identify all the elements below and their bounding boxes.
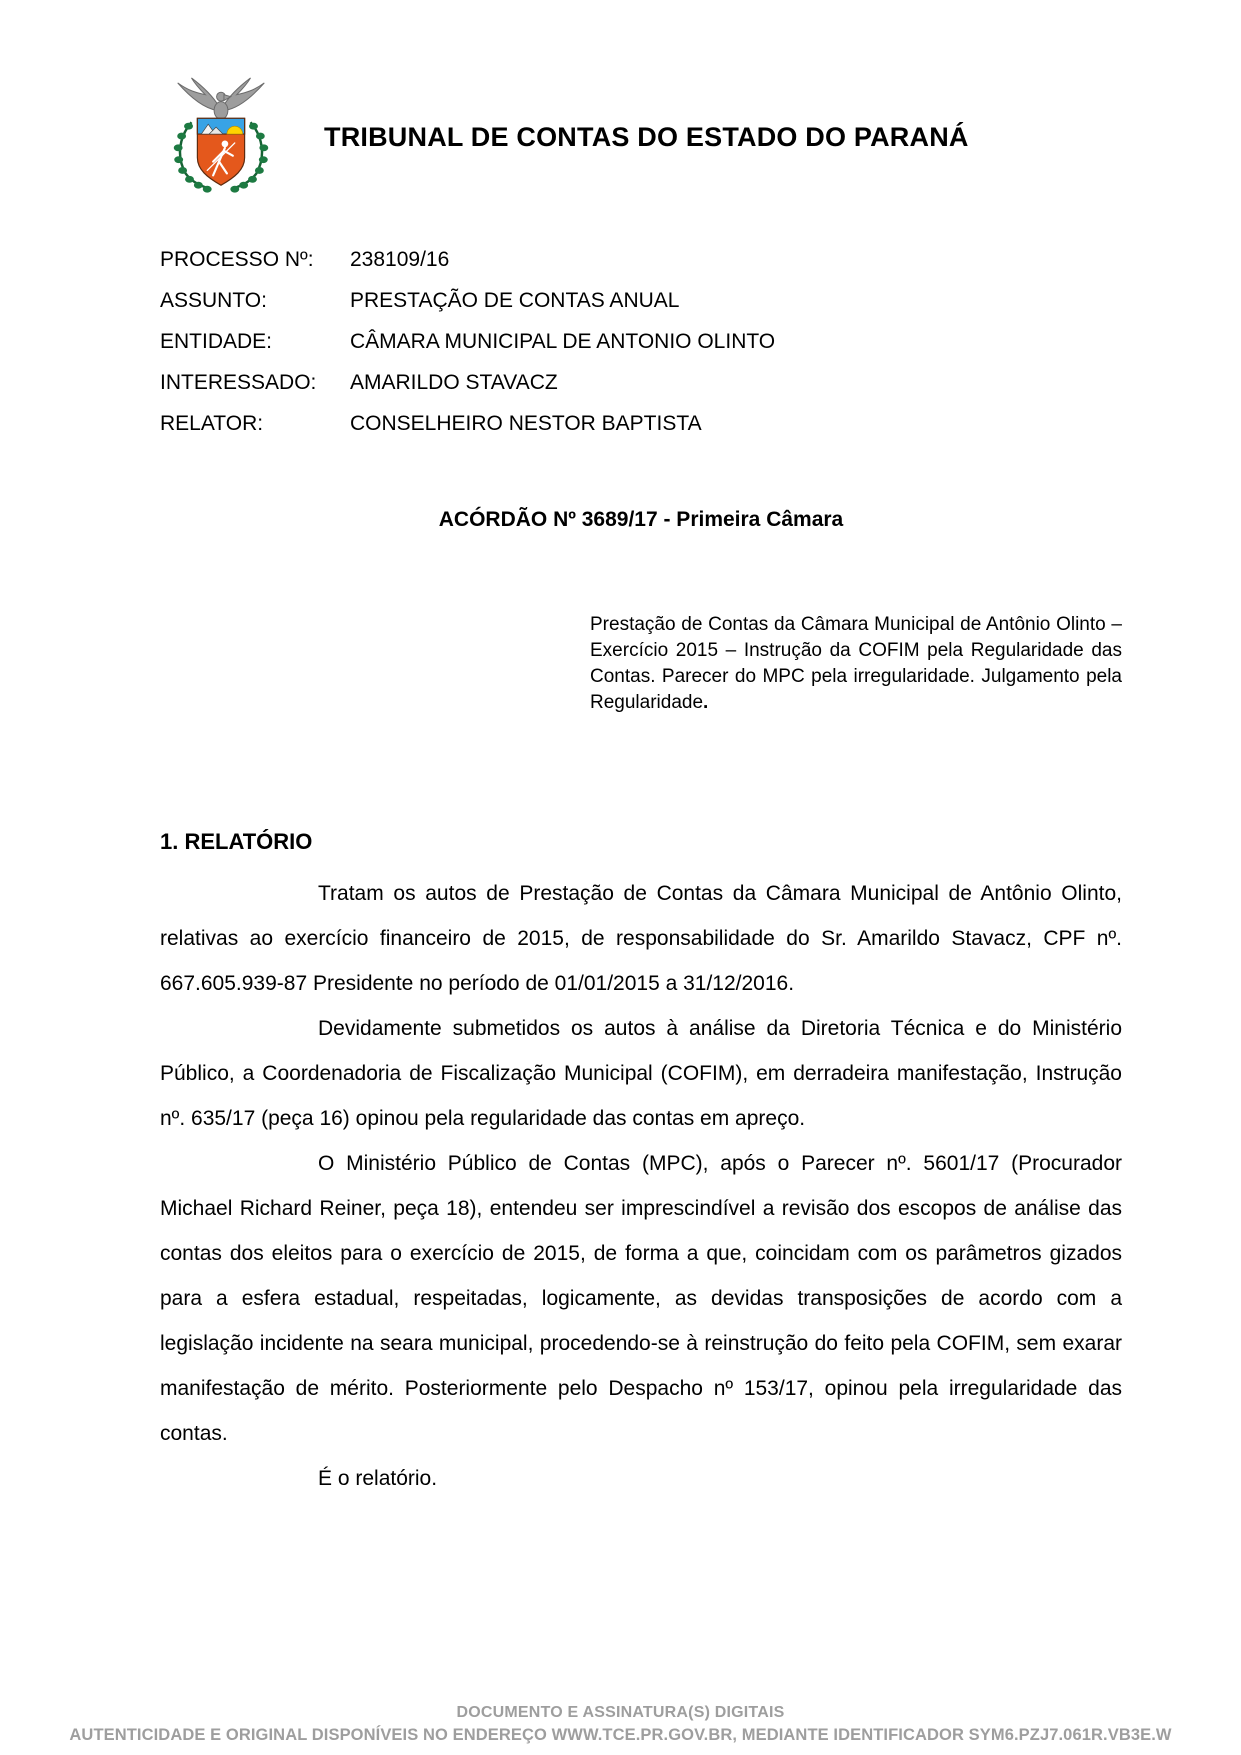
meta-label: ASSUNTO:	[160, 289, 267, 312]
document-header	[160, 75, 1122, 199]
digital-signature-footer	[0, 1701, 1241, 1747]
footer-line-1: DOCUMENTO E ASSINATURA(S) DIGITAIS	[456, 1704, 785, 1721]
ementa-final-period: .	[703, 692, 709, 713]
meta-row-assunto	[160, 280, 1122, 321]
meta-row-relator	[160, 403, 1122, 444]
meta-value: CONSELHEIRO NESTOR BAPTISTA	[350, 412, 702, 435]
meta-value: CÂMARA MUNICIPAL DE ANTONIO OLINTO	[350, 330, 776, 353]
meta-value: PRESTAÇÃO DE CONTAS ANUAL	[350, 289, 680, 312]
relatorio-paragraph-2: Devidamente submetidos os autos à análise da Diretoria Técnica e do Ministério Público, a Coordenadoria de Fiscalização Municipal (COFIM), em derradeira manifestação, Instrução nº. 635/17 (peça 16) opinou pela regularidade das contas em apreço.	[160, 1017, 1122, 1130]
section-heading-relatorio: 1. RELATÓRIO	[160, 829, 313, 854]
ementa-text: Prestação de Contas da Câmara Municipal de Antônio Olinto – Exercício 2015 – Instrução da COFIM pela Regularidade das Contas. Parecer do MPC pela irregularidade. Julgamento pela Regularidade	[590, 614, 1122, 713]
ementa-summary	[590, 612, 1122, 716]
meta-label: ENTIDADE:	[160, 330, 273, 353]
institution-title: TRIBUNAL DE CONTAS DO ESTADO DO PARANÁ	[324, 121, 969, 152]
meta-label: RELATOR:	[160, 412, 264, 435]
process-metadata	[160, 239, 1122, 444]
relatorio-paragraph-3: O Ministério Público de Contas (MPC), após o Parecer nº. 5601/17 (Procurador Michael Richard Reiner, peça 18), entendeu ser imprescindível a revisão dos escopos de análise das contas dos eleitos para o exercício de 2015, de forma a que, coincidam com os parâmetros gizados para a esfera estadual, respeitadas, logicamente, as devidas transposições de acordo com a legislação incidente na seara municipal, procedendo-se à reinstrução do feito pela COFIM, sem exarar manifestação de mérito. Posteriormente pelo Despacho nº 153/17, opinou pela irregularidade das contas.	[160, 1152, 1122, 1445]
meta-value: AMARILDO STAVACZ	[350, 371, 558, 394]
meta-label: PROCESSO Nº:	[160, 248, 314, 271]
meta-value: 238109/16	[350, 248, 450, 271]
meta-row-processo	[160, 239, 1122, 280]
meta-row-interessado	[160, 362, 1122, 403]
parana-coat-of-arms-icon	[160, 75, 282, 199]
meta-label: INTERESSADO:	[160, 371, 317, 394]
closing-line: É o relatório.	[318, 1467, 438, 1490]
relatorio-paragraph-1: Tratam os autos de Prestação de Contas da Câmara Municipal de Antônio Olinto, relativas ao exercício financeiro de 2015, de responsabilidade do Sr. Amarildo Stavacz, CPF nº. 667.605.939-87 Presidente no período de 01/01/2015 a 31/12/2016.	[160, 882, 1122, 995]
meta-row-entidade	[160, 321, 1122, 362]
footer-line-2: AUTENTICIDADE E ORIGINAL DISPONÍVEIS NO ENDEREÇO WWW.TCE.PR.GOV.BR, MEDIANTE IDENTIFICADOR SYM6.PZJ7.061R.VB3E.W	[69, 1726, 1172, 1744]
relatorio-body	[160, 871, 1122, 1501]
acordao-heading: ACÓRDÃO Nº 3689/17 - Primeira Câmara	[438, 508, 844, 531]
